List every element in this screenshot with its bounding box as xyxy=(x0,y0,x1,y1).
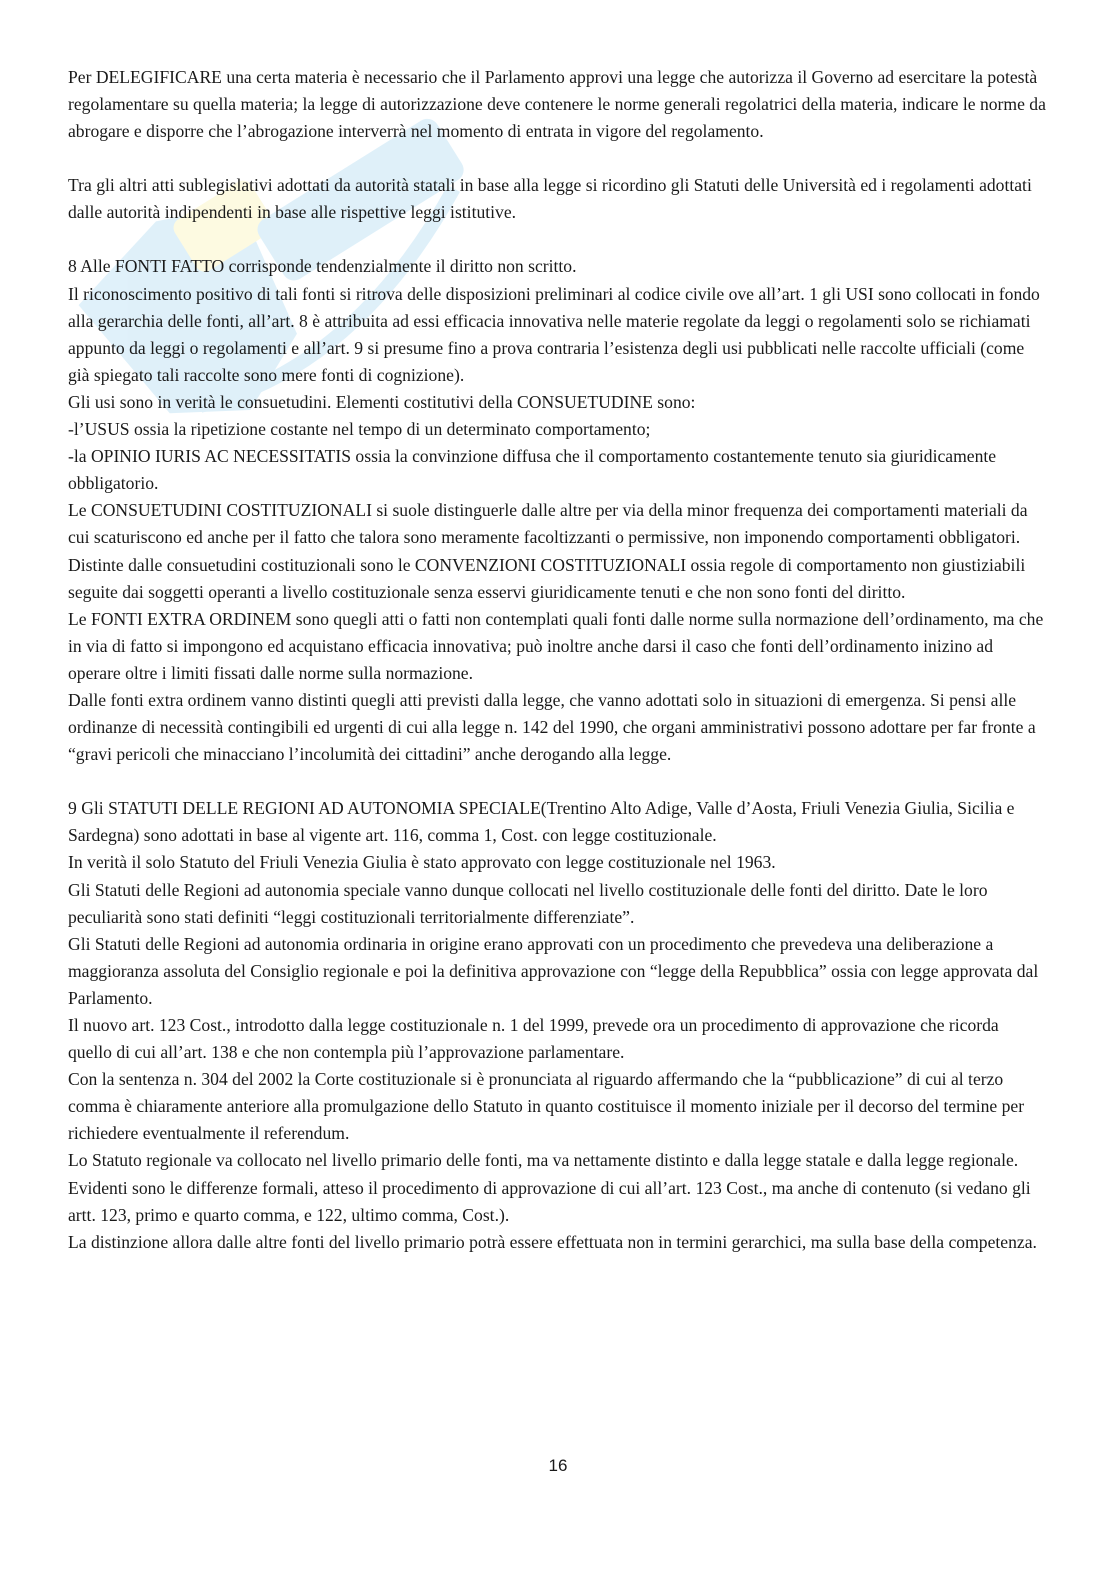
section-fonti-fatto xyxy=(68,253,1046,768)
paragraph: Le CONSUETUDINI COSTITUZIONALI si suole distinguerle dalle altre per via della minor frequenza dei comportamenti materiali da cui scaturiscono ed anche per il fatto che talora sono meramente facoltizzanti o permissive, non imponendo comportamenti obbligatori. xyxy=(68,500,1028,548)
paragraph: La distinzione allora dalle altre fonti del livello primario potrà essere effettuata non in termini gerarchici, ma sulla base della competenza. xyxy=(68,1231,1037,1252)
paragraph: Le FONTI EXTRA ORDINEM sono quegli atti o fatti non contemplati quali fonti dalle norme sulla normazione dell’ordinamento, ma che in via di fatto si impongono ed acquistano efficacia innovativa; può inoltre anche darsi il caso che fonti dell’ordinamento inizino ad operare oltre i limiti fissati dalle norme sulla normazione. xyxy=(68,608,1044,683)
paragraph: Gli Statuti delle Regioni ad autonomia ordinaria in origine erano approvati con un procedimento che prevedeva una deliberazione a maggioranza assoluta del Consiglio regionale e poi la definitiva approvazione con “legge della Repubblica” ossia con legge approvata dal Parlamento. xyxy=(68,933,1039,1008)
paragraph: Il riconoscimento positivo di tali fonti si ritrova delle disposizioni preliminari al codice civile ove all’art. 1 gli USI sono collocati in fondo alla gerarchia delle fonti, all’art. 8 è attribuita ad essi efficacia innovativa nelle materie regolate da leggi o regolamenti solo se richiamati appunto da leggi o regolamenti e all’art. 9 si presume fino a prova contraria l’esistenza degli usi pubblicati nelle raccolte ufficiali (come già spiegato tali raccolte sono mere fonti di cognizione). xyxy=(68,283,1040,385)
paragraph: Tra gli altri atti sublegislativi adottati da autorità statali in base alla legge si ricordino gli Statuti delle Università ed i regolamenti adottati dalle autorità indipendenti in base alle rispettive leggi istitutive. xyxy=(68,175,1032,223)
document-body xyxy=(68,64,1046,1256)
paragraph: Dalle fonti extra ordinem vanno distinti quegli atti previsti dalla legge, che vanno adottati solo in situazioni di emergenza. Si pensi alle ordinanze di necessità contingibili ed urgenti di cui alla legge n. 142 del 1990, che organi amministrativi possono adottare per far fronte a “gravi pericoli che minacciano l’incolumità dei cittadini” anche derogando alla legge. xyxy=(68,689,1036,765)
paragraph: -l’USUS ossia la ripetizione costante nel tempo di un determinato comportamento; xyxy=(68,419,651,440)
section-statuti-regionali xyxy=(68,795,1046,1256)
paragraph: Con la sentenza n. 304 del 2002 la Corte costituzionale si è pronunciata al riguardo affermando che la “pubblicazione” di cui al terzo comma è chiaramente anteriore alla promulgazione dello Statuto in quanto costituisce il momento iniziale per il decorso del termine per richiedere eventualmente il referendum. xyxy=(68,1069,1025,1144)
paragraph: Per DELEGIFICARE una certa materia è necessario che il Parlamento approvi una legge che autorizza il Governo ad esercitare la potestà regolamentare su quella materia; la legge di autorizzazione deve contenere le norme generali regolatrici della materia, indicare le norme da abrogare e disporre che l’abrogazione interverrà nel momento di entrata in vigore del regolamento. xyxy=(68,67,1046,142)
paragraph: In verità il solo Statuto del Friuli Venezia Giulia è stato approvato con legge costituzionale nel 1963. xyxy=(68,852,776,873)
paragraph: Gli Statuti delle Regioni ad autonomia speciale vanno dunque collocati nel livello costituzionale delle fonti del diritto. Date le loro peculiarità sono stati definiti “leggi costituzionali territorialmente differenziate”. xyxy=(68,879,988,927)
paragraph: Il nuovo art. 123 Cost., introdotto dalla legge costituzionale n. 1 del 1999, prevede ora un procedimento di approvazione che ricorda quello di cui all’art. 138 e che non contempla più l’approvazione parlamentare. xyxy=(68,1015,999,1063)
page-number: 16 xyxy=(548,1456,568,1475)
paragraph: Lo Statuto regionale va collocato nel livello primario delle fonti, ma va nettamente distinto e dalla legge statale e dalla legge regionale. Evidenti sono le differenze formali, atteso il procedimento di approvazione di cui all’art. 123 Cost., ma anche di contenuto (si vedano gli artt. 123, primo e quarto comma, e 122, ultimo comma, Cost.). xyxy=(68,1150,1031,1225)
paragraph: Gli usi sono in verità le consuetudini. Elementi costitutivi della CONSUETUDINE sono: xyxy=(68,391,696,412)
section-delegificazione xyxy=(68,64,1046,145)
paragraph: 9 Gli STATUTI DELLE REGIONI AD AUTONOMIA SPECIALE(Trentino Alto Adige, Valle d’Aosta, Friuli Venezia Giulia, Sicilia e Sardegna) sono adottati in base al vigente art. 116, comma 1, Cost. con legge costituzionale. xyxy=(68,798,1015,846)
paragraph: -la OPINIO IURIS AC NECESSITATIS ossia la convinzione diffusa che il comportamento costantemente tenuto sia giuridicamente obbligatorio. xyxy=(68,446,997,494)
paragraph: 8 Alle FONTI FATTO corrisponde tendenzialmente il diritto non scritto. xyxy=(68,256,577,277)
paragraph: Distinte dalle consuetudini costituzionali sono le CONVENZIONI COSTITUZIONALI ossia regole di comportamento non giustiziabili seguite dai soggetti operanti a livello costituzionale senza esservi giuridicamente tenuti e che non sono fonti del diritto. xyxy=(68,554,1026,602)
section-atti-sublegislativi xyxy=(68,172,1046,226)
